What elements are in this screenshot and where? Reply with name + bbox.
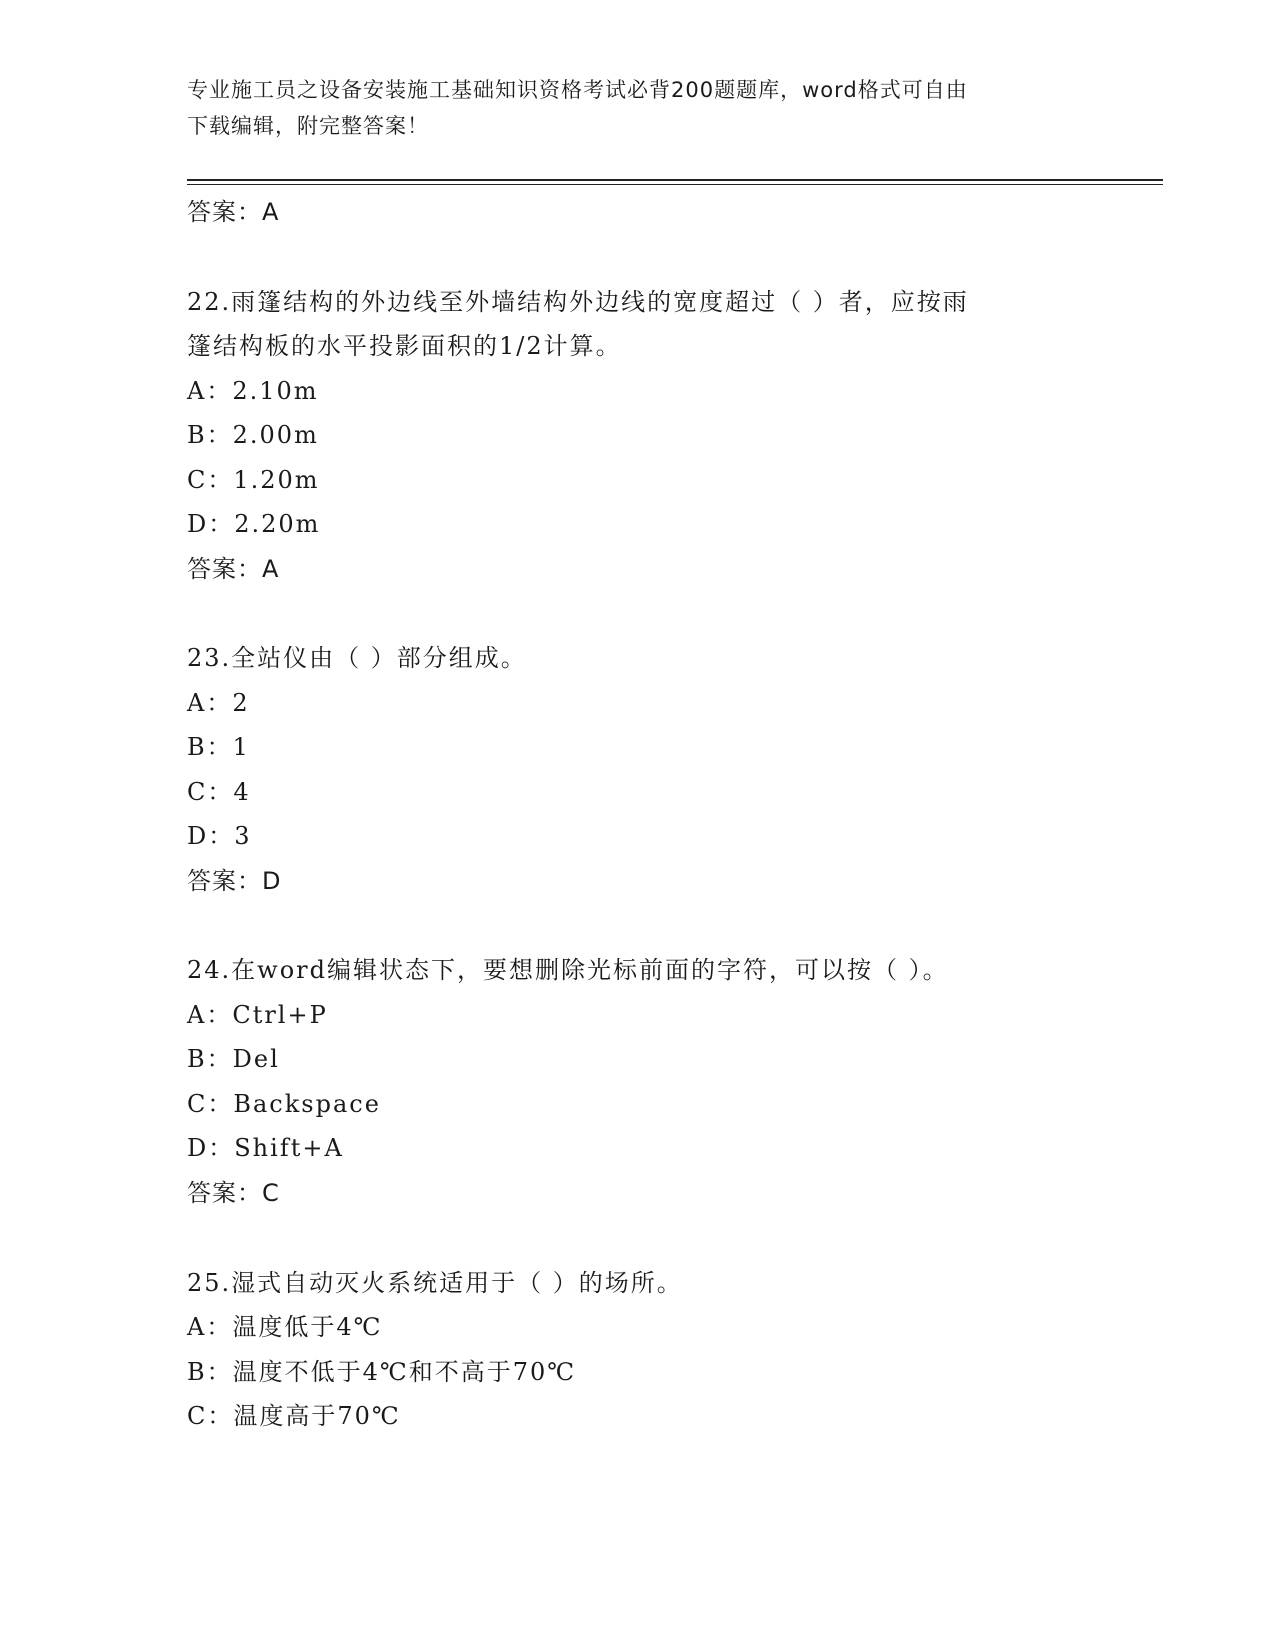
answer-23: 答案：D (187, 867, 282, 895)
answer-22: 答案：A (187, 555, 280, 583)
question-23-option-b: B：1 (187, 733, 250, 761)
question-22-option-c: C：1.20m (187, 466, 320, 494)
question-22-option-a: A：2.10m (187, 377, 319, 405)
question-22-option-b: B：2.00m (187, 421, 319, 449)
question-23-option-a: A：2 (187, 689, 250, 717)
header-title-line-1: 专业施工员之设备安装施工基础知识资格考试必背200题题库，word格式可自由 (187, 78, 968, 102)
question-25-option-b: B：温度不低于4℃和不高于70℃ (187, 1358, 577, 1386)
question-22-option-d: D：2.20m (187, 510, 321, 538)
question-23-option-c: C：4 (187, 778, 251, 806)
answer-21: 答案：A (187, 198, 280, 226)
question-22-text-line-2: 篷结构板的水平投影面积的1/2计算。 (187, 332, 622, 360)
question-24-option-c: C：Backspace (187, 1090, 381, 1118)
question-25-option-c: C：温度高于70℃ (187, 1402, 401, 1430)
question-25-text: 25.湿式自动灭火系统适用于（ ）的场所。 (187, 1269, 683, 1297)
header-divider-thick (187, 179, 1163, 181)
question-24-text: 24.在word编辑状态下，要想删除光标前面的字符，可以按（ ）。 (187, 956, 949, 984)
document-header (187, 72, 1077, 144)
header-divider-thin (187, 184, 1163, 185)
question-24-option-a: A：Ctrl+P (187, 1001, 328, 1029)
question-24-option-d: D：Shift+A (187, 1134, 344, 1162)
question-22-text-line-1: 22.雨篷结构的外边线至外墙结构外边线的宽度超过（ ）者，应按雨 (187, 288, 969, 316)
question-25-option-a: A：温度低于4℃ (187, 1313, 383, 1341)
header-title-line-2: 下载编辑，附完整答案！ (187, 114, 429, 138)
question-23-option-d: D：3 (187, 822, 252, 850)
question-24-option-b: B：Del (187, 1045, 280, 1073)
question-23-text: 23.全站仪由（ ）部分组成。 (187, 644, 527, 672)
answer-24: 答案：C (187, 1179, 280, 1207)
